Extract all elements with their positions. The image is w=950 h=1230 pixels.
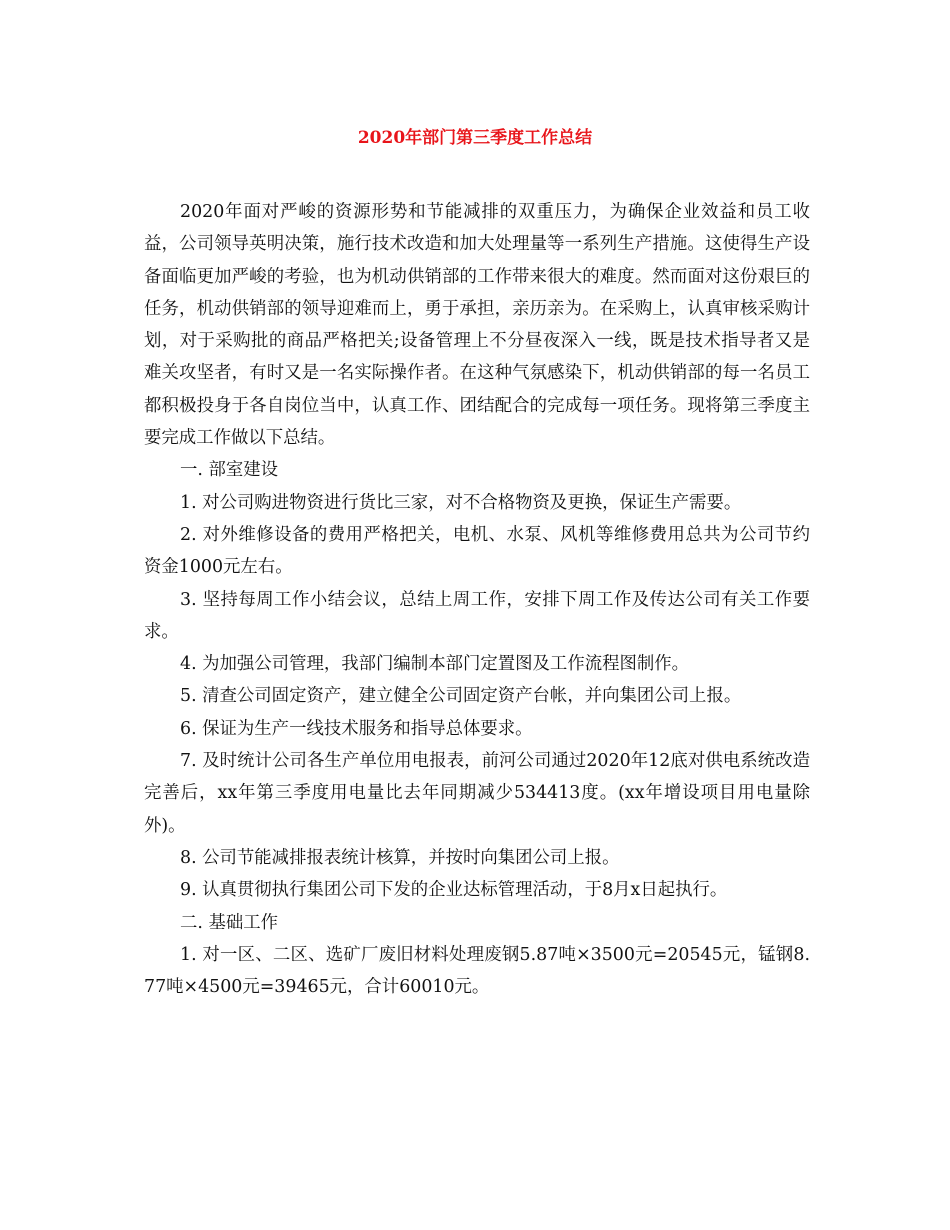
- list-item: 5. 清查公司固定资产，建立健全公司固定资产台帐，并向集团公司上报。: [180, 686, 742, 707]
- list-item: 3. 坚持每周工作小结会议，总结上周工作，安排下周工作及传达公司有关工作要求。: [144, 589, 810, 642]
- section-heading-department: 一. 部室建设: [180, 460, 279, 481]
- intro-paragraph: 2020年面对严峻的资源形势和节能减排的双重压力，为确保企业效益和员工收益，公司领导英明决策，施行技术改造和加大处理量等一系列生产措施。这使得生产设备面临更加严峻的考验，也为机动供销部的工作带来很大的难度。然而面对这份艰巨的任务，机动供销部的领导迎难而上，勇于承担，亲历亲为。在采购上，认真审核采购计划，对于采购批的商品严格把关;设备管理上不分昼夜深入一线，既是技术指导者又是难关攻坚者，有时又是一名实际操作者。在这种气氛感染下，机动供销部的每一名员工都积极投身于各自岗位当中，认真工作、团结配合的完成每一项任务。现将第三季度主要完成工作做以下总结。: [144, 202, 810, 449]
- list-item: 7. 及时统计公司各生产单位用电报表，前河公司通过2020年12底对供电系统改造完善后，xx年第三季度用电量比去年同期减少534413度。(xx年增设项目用电量除外)。: [144, 751, 810, 836]
- document-title: 2020年部门第三季度工作总结: [357, 128, 593, 148]
- list-item: 9. 认真贯彻执行集团公司下发的企业达标管理活动，于8月x日起执行。: [180, 880, 728, 901]
- list-item: 6. 保证为生产一线技术服务和指导总体要求。: [180, 718, 533, 739]
- list-item: 8. 公司节能减排报表统计核算，并按时向集团公司上报。: [180, 847, 620, 868]
- list-item: 4. 为加强公司管理，我部门编制本部门定置图及工作流程图制作。: [180, 654, 690, 675]
- list-item: 1. 对一区、二区、选矿厂废旧材料处理废钢5.87吨×3500元=20545元，锰钢8.77吨×4500元=39465元，合计60010元。: [144, 944, 810, 998]
- section-heading-basic-work: 二. 基础工作: [180, 912, 279, 933]
- document-body: [144, 196, 810, 1003]
- list-item: 2. 对外维修设备的费用严格把关，电机、水泵、风机等维修费用总共为公司节约资金1000元左右。: [144, 524, 810, 578]
- list-item: 1. 对公司购进物资进行货比三家，对不合格物资及更换，保证生产需要。: [180, 492, 742, 513]
